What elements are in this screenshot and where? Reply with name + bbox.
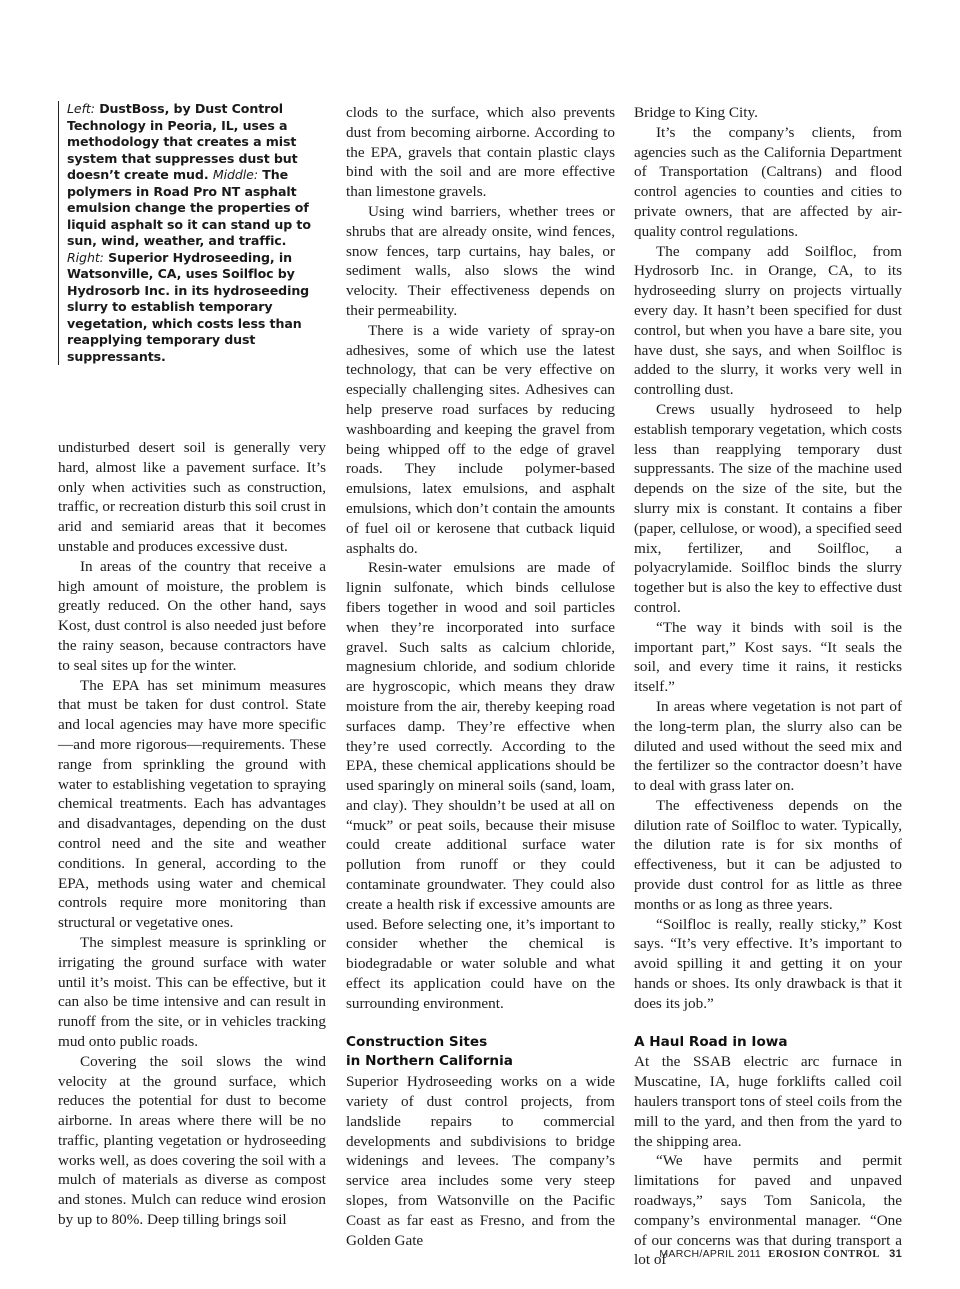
heading-line: Construction Sites <box>346 1033 488 1050</box>
paragraph: The effectiveness depends on the dilution rate of Soilfloc to water. Typically, the dilution rate is for six months of effectiveness, but it can be adjusted to provide dust control for as little as three months or as long as three years. <box>634 796 902 913</box>
paragraph: undisturbed desert soil is generally very hard, almost like a pavement surface. It’s only when activities such as construction, traffic, or recreation disturb this soil crust in arid and semiarid areas that it becomes unstable and produces excessive dust. <box>58 439 326 555</box>
paragraph: Using wind barriers, whether trees or shrubs that are already onsite, wind fences, snow fences, tarp curtains, hay bales, or sediment walls, also slows the wind velocity. Their effectiveness depends on their permeability. <box>346 202 615 319</box>
paragraph: The EPA has set minimum measures that must be taken for dust control. State and local agencies may have more specific—and more rigorous—requirements. These range from sprinkling the ground with water to establishing vegetation to spraying chemical treatments. Each has advantages and disadvantages, depending on the dust control need and the site and weather conditions. In general, according to the EPA, methods using water and chemical controls require more monitoring than structural or vegetative ones. <box>58 676 326 932</box>
article-column-2 <box>346 103 615 1250</box>
paragraph: Superior Hydroseeding works on a wide variety of dust control projects, from landslide repairs to commercial developments and subdivisions to bridge widenings and levees. The company’s service area includes some very steep slopes, from Watsonville on the Pacific Coast as far east as Fresno, and from the Golden Gate <box>346 1073 615 1249</box>
caption-middle-text: The polymers in Road Pro NT asphalt emulsion change the properties of liquid asphalt so it can stand up to sun, wind, weather, and traffic. <box>67 167 311 248</box>
caption-right-label: Right: <box>67 249 104 265</box>
paragraph: Crews usually hydroseed to help establish temporary vegetation, which costs less than reapplying temporary dust suppressants. The size of the machine used depends on the size of the site, but the slurry mix is constant. It contains a fiber (paper, cellulose, or wood), a specified seed mix, fertilizer, and Soilfloc, a polyacrylamide. Soilfloc binds the slurry together but is also the key to effective dust control. <box>634 400 902 616</box>
caption-left-label: Left: <box>67 101 95 116</box>
caption-right-text: Superior Hydroseeding, in Watsonville, CA, uses Soilfloc by Hydrosorb Inc. in its hydroseeding slurry to establish temporary vegetation, which costs less than reapplying temporary dust suppressants. <box>67 249 310 364</box>
paragraph: It’s the company’s clients, from agencies such as the California Department of Transportation (Caltrans) and flood control agencies to counties and cities to private owners, that are affected by air-quality control regulations. <box>634 123 902 240</box>
paragraph: There is a wide variety of spray-on adhesives, some of which use the latest technology, that can be very effective on especially challenging sites. Adhesives can help preserve road surfaces by reducing washboarding and keeping the gravel from being whipped off to the edge of gravel roads. They include polymer-based emulsions, latex emulsions, and asphalt emulsions, which don’t contain the amounts of fuel oil or kerosene that cutback liquid asphalts do. <box>346 321 615 557</box>
paragraph: Bridge to King City. <box>634 104 758 121</box>
footer-date: MARCH/APRIL 2011 <box>659 1248 762 1260</box>
paragraph: “We have permits and permit limitations for paved and unpaved roadways,” says Tom Sanicola, the company’s environmental manager. “One of our concerns was that during transport a lot of <box>634 1152 902 1269</box>
paragraph: The company add Soilfloc, from Hydrosorb Inc. in Orange, CA, to its hydroseeding slurry on projects virtually every day. It hasn’t been specified for dust control, but when you have a bare site, you have dust, she says, and when Soilfloc is added to the slurry, it works very well in controlling dust. <box>634 242 902 399</box>
article-column-1 <box>58 438 326 1230</box>
paragraph: clods to the surface, which also prevents dust from becoming airborne. According to the EPA, gravels that contain plastic clays bind with the soil and are more effective than limestone gravels. <box>346 104 615 201</box>
paragraph: “The way it binds with soil is the important part,” Kost says. “It seals the soil, and every time it rains, it resticks itself.” <box>634 618 902 696</box>
section-heading-haul-road: A Haul Road in Iowa <box>634 1033 788 1050</box>
page-footer <box>560 1248 902 1260</box>
caption-middle-label: Middle: <box>212 167 258 182</box>
heading-line: in Northern California <box>346 1053 513 1070</box>
paragraph: “Soilfloc is really, really sticky,” Kost says. “It’s very effective. It’s important to avoid spilling it and getting it on your hands or shoes. Its only drawback is that it does its job.” <box>634 915 902 1012</box>
paragraph: At the SSAB electric arc furnace in Muscatine, IA, huge forklifts called coil haulers transport tons of steel coils from the mill to the yard, and then from the yard to the shipping area. <box>634 1053 902 1150</box>
paragraph: Covering the soil slows the wind velocity at the ground surface, which reduces the potential for dust to become airborne. In areas where there will be no traffic, planting vegetation or hydroseeding works well, as does covering the soil with a mulch of materials as diverse as compost and stones. Mulch can reduce wind erosion by up to 80%. Deep tilling brings soil <box>58 1052 326 1229</box>
caption-left-text: DustBoss, by Dust Control Technology in Peoria, IL, uses a methodology that creates a mist system that suppresses dust but doesn’t create mud. <box>67 101 298 182</box>
article-column-3 <box>634 103 902 1270</box>
paragraph: In areas of the country that receive a high amount of moisture, the problem is greatly reduced. On the other hand, says Kost, dust control is also needed just before the rainy season, because contractors have to seal sites up for the winter. <box>58 557 326 674</box>
paragraph: The simplest measure is sprinkling or irrigating the ground surface with water until it’s moist. This can be effective, but it can also be time intensive and can result in runoff from the site, or in vehicles tracking mud onto public roads. <box>58 933 326 1050</box>
footer-publication: EROSION CONTROL <box>768 1249 880 1260</box>
section-heading-construction-sites <box>346 1033 615 1073</box>
paragraph: In areas where vegetation is not part of the long-term plan, the slurry also can be diluted and used without the seed mix and the fertilizer so the contractor doesn’t have to deal with grass later on. <box>634 697 902 795</box>
page-number: 31 <box>889 1248 902 1260</box>
photo-caption <box>58 101 317 365</box>
paragraph: Resin-water emulsions are made of lignin sulfonate, which binds cellulose fibers together in wood and soil particles when they’re incorporated into surface gravel. Such salts as calcium chloride, magnesium chloride, and sodium chloride are hygroscopic, which means they draw moisture from the air, thereby keeping road surfaces damp. They’re effective when they’re used correctly. According to the EPA, these chemical applications should be used sparingly on mineral soils (sand, loam, and clay). They shouldn’t be used at all on “muck” or peat soils, because their misuse could create additional surface water pollution from runoff or they could contaminate groundwater. They could also create a health risk if excessive amounts are used. Before selecting one, it’s important to consider whether the chemical is biodegradable or water soluble and what effect its application could have on the surrounding environment. <box>346 559 615 1012</box>
